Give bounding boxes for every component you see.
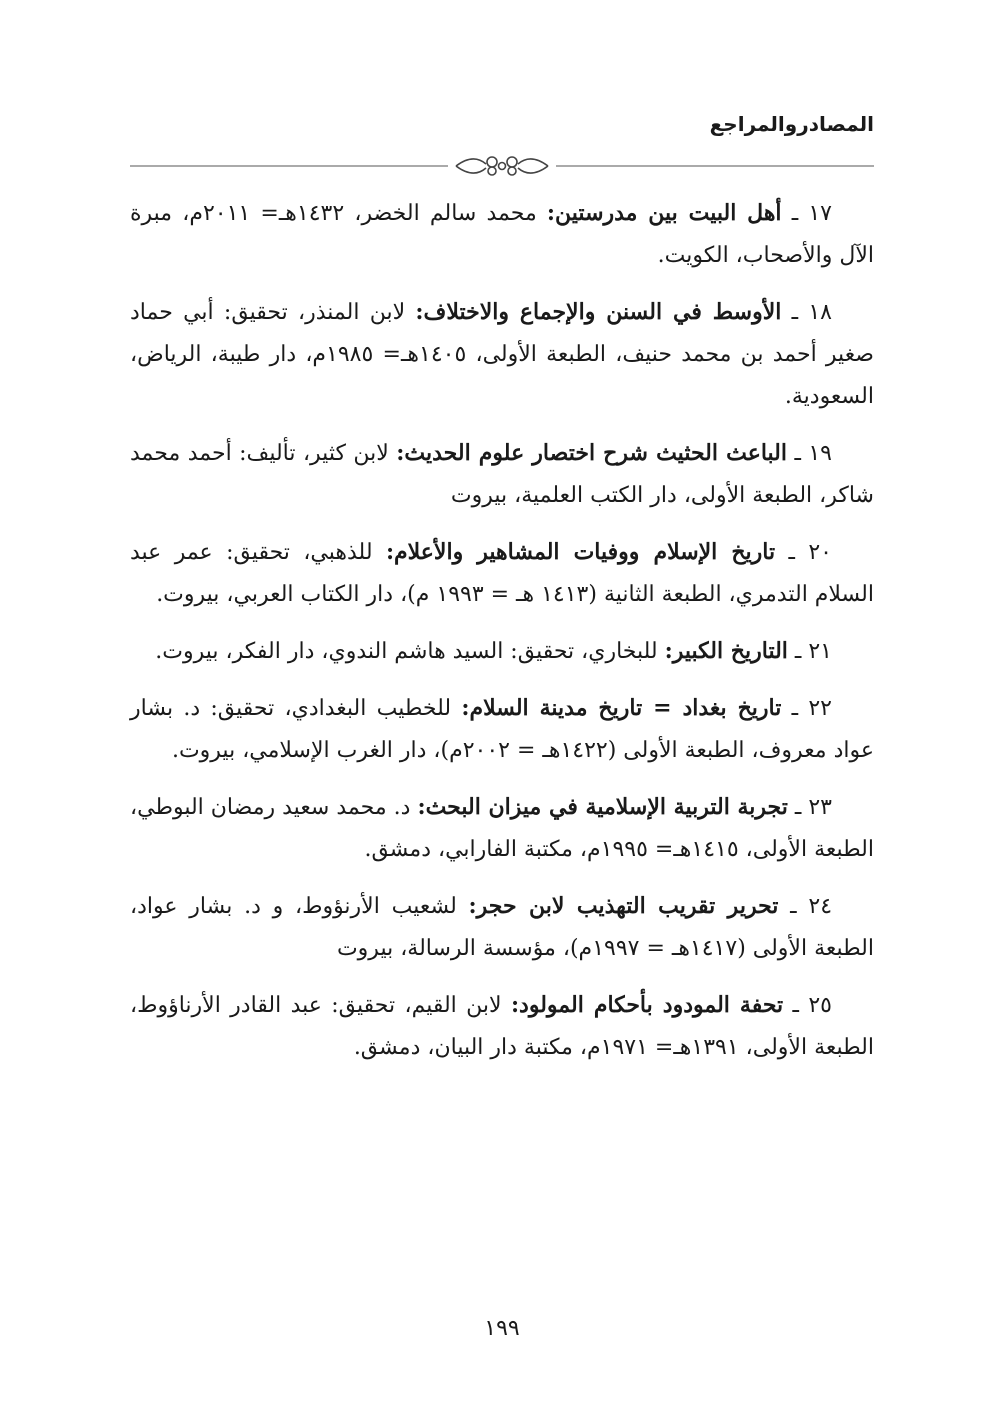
- running-head-title: المصادروالمراجع: [709, 112, 874, 136]
- entry-number: ٢٢ ـ: [791, 696, 832, 721]
- header-ornament: [130, 146, 874, 180]
- entry-title: تاريخ بغداد = تاريخ مدينة السلام:: [461, 695, 782, 721]
- entry-number: ٢٠ ـ: [788, 540, 832, 565]
- bibliography-entry: [130, 432, 874, 517]
- entry-details: للذهبي، تحقيق: عمر عبد السلام التدمري، الطبعة الثانية (١٤١٣ هـ = ١٩٩٣ م)، دار الكتاب العربي، بيروت.: [130, 540, 874, 607]
- bibliography-entry: [130, 885, 874, 970]
- entry-details: لشعيب الأرنؤوط، و د. بشار عواد، الطبعة الأولى (١٤١٧هـ = ١٩٩٧م)، مؤسسة الرسالة، بيروت: [130, 894, 874, 961]
- entry-title: تجربة التربية الإسلامية في ميزان البحث:: [417, 794, 788, 820]
- entry-number: ٢٣ ـ: [794, 795, 832, 820]
- entry-details: محمد سالم الخضر، ١٤٣٢هـ= ٢٠١١م، مبرة الآل والأصحاب، الكويت.: [130, 201, 874, 268]
- entry-details: د. محمد سعيد رمضان البوطي، الطبعة الأولى، ١٤١٥هـ= ١٩٩٥م، مكتبة الفارابي، دمشق.: [130, 795, 874, 862]
- entry-number: ١٨ ـ: [791, 300, 832, 325]
- entry-number: ١٧ ـ: [791, 201, 832, 226]
- entry-title: تحفة المودود بأحكام المولود:: [510, 992, 784, 1018]
- bibliography-entry: [130, 786, 874, 871]
- entry-title: تحرير تقريب التهذيب لابن حجر:: [468, 893, 779, 919]
- entry-number: ١٩ ـ: [794, 441, 832, 466]
- entry-details: لابن القيم، تحقيق: عبد القادر الأرناؤوط، الطبعة الأولى، ١٣٩١هـ= ١٩٧١م، مكتبة دار البيان، دمشق.: [130, 993, 874, 1060]
- bibliography-entry: [130, 687, 874, 772]
- bibliography-entry: [130, 630, 874, 673]
- bibliography-list: [130, 192, 874, 1083]
- entry-number: ٢١ ـ: [794, 639, 832, 664]
- entry-details: لابن كثير، تأليف: أحمد محمد شاكر، الطبعة الأولى، دار الكتب العلمية، بيروت: [130, 441, 874, 508]
- entry-details: للخطيب البغدادي، تحقيق: د. بشار عواد معروف، الطبعة الأولى (١٤٢٢هـ = ٢٠٠٢م)، دار الغرب الإسلامي، بيروت.: [130, 696, 874, 763]
- bibliography-entry: [130, 291, 874, 418]
- entry-title: الأوسط في السنن والإجماع والاختلاف:: [415, 299, 782, 325]
- page-number: ١٩٩: [484, 1316, 520, 1341]
- bibliography-entry: [130, 531, 874, 616]
- entry-details: للبخاري، تحقيق: السيد هاشم الندوي، دار الفكر، بيروت.: [155, 639, 658, 664]
- entry-number: ٢٤ ـ: [790, 894, 833, 919]
- entry-title: الباعث الحثيث شرح اختصار علوم الحديث:: [396, 440, 787, 466]
- entry-details: لابن المنذر، تحقيق: أبي حماد صغير أحمد بن محمد حنيف، الطبعة الأولى، ١٤٠٥هـ= ١٩٨٥م، دار طيبة، الرياض، السعودية.: [130, 300, 874, 409]
- entry-title: التاريخ الكبير:: [664, 638, 788, 664]
- entry-title: تاريخ الإسلام ووفيات المشاهير والأعلام:: [385, 539, 776, 565]
- bibliography-entry: [130, 192, 874, 277]
- bibliography-entry: [130, 984, 874, 1069]
- entry-title: أهل البيت بين مدرستين:: [546, 200, 782, 226]
- entry-number: ٢٥ ـ: [792, 993, 832, 1018]
